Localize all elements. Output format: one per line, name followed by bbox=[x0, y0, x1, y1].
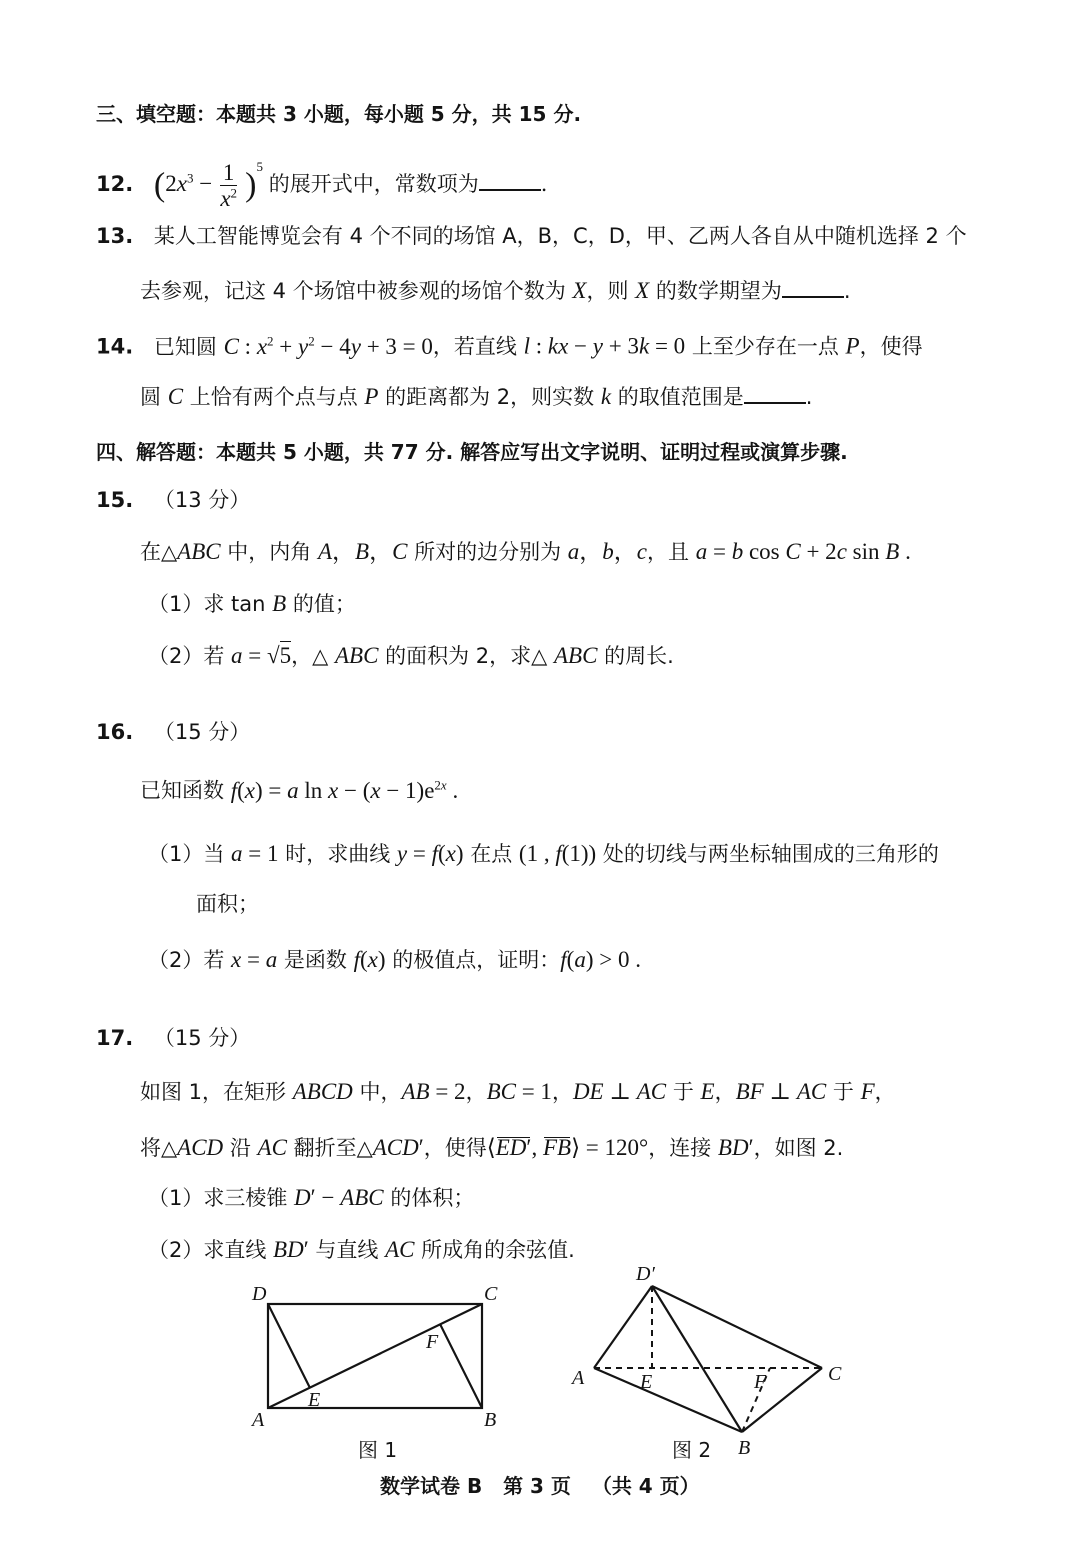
label-d-prime: D′ bbox=[636, 1263, 655, 1285]
section-4-heading: 四、解答题：本题共 5 小题，共 77 分. 解答应写出文字说明、证明过程或演算步骤. bbox=[96, 440, 848, 464]
label-e: E bbox=[308, 1389, 321, 1411]
question-number: 12. bbox=[96, 172, 134, 197]
question-number: 13. bbox=[96, 224, 134, 248]
figure-2-caption: 图 2 bbox=[672, 1438, 712, 1462]
label-a: A bbox=[252, 1409, 265, 1431]
question-12: 12. ($2x^3$ − $\frac{1}{x^2}$ )$^5$ 的展开式中，常数项为 . bbox=[96, 159, 548, 212]
question-16-part-2: （2）若 x = a 是函数 f(x) 的极值点，证明：f(a) > 0 . bbox=[148, 947, 641, 972]
question-16-stem: 已知函数 f(x) = a $\ln x - (x - 1)e^{2x}$ . bbox=[140, 777, 459, 803]
question-text: 某人工智能博览会有 4 个不同的场馆 A，B，C，D，甲、乙两人各自从中随机选择 2 个 bbox=[153, 224, 967, 248]
answer-blank bbox=[782, 278, 844, 298]
segment-de bbox=[268, 1304, 310, 1388]
question-13-line-1 bbox=[96, 226, 967, 247]
question-16-part-1: （1）当 a = 1 时，求曲线 y = f(x) 在点 (1 , f(1)) 处的切线与两坐标轴围成的三角形的 bbox=[148, 841, 939, 866]
segment-bf bbox=[440, 1324, 482, 1408]
question-15-part-2: （2）若 a = √5，△ ABC 的面积为 2，求△ ABC 的周长. bbox=[148, 643, 674, 668]
answer-blank bbox=[479, 171, 541, 191]
answer-blank bbox=[744, 384, 806, 404]
question-15-header: 15. （13 分） bbox=[96, 488, 251, 512]
question-17-part-2: （2）求直线 BD′ 与直线 AC 所成角的余弦值. bbox=[148, 1237, 575, 1262]
label-b: B bbox=[484, 1409, 497, 1431]
question-17-line-2: 将△ACD 沿 AC 翻折至△ACD′，使得⟨ED′, FB⟩ = 120°，连接 BD′，如图 2. bbox=[140, 1135, 844, 1160]
question-15-part-1: （1）求 tan B 的值； bbox=[148, 591, 356, 616]
figure-1-rectangle bbox=[240, 1276, 520, 1436]
page-footer: 数学试卷 B 第 3 页 （共 4 页） bbox=[380, 1474, 700, 1498]
question-17-header: 17. （15 分） bbox=[96, 1026, 251, 1050]
question-number: 14. bbox=[96, 334, 134, 359]
question-17-line-1: 如图 1，在矩形 ABCD 中，AB = 2，BC = 1，DE ⊥ AC 于 E，BF ⊥ AC 于 F， bbox=[140, 1079, 896, 1104]
section-3-heading: 三、填空题：本题共 3 小题，每小题 5 分，共 15 分. bbox=[96, 102, 582, 126]
figure-2-pyramid bbox=[566, 1258, 856, 1462]
question-16-header: 16. （15 分） bbox=[96, 720, 251, 744]
label-f: F bbox=[754, 1371, 767, 1393]
question-16-part-1-cont: 面积； bbox=[196, 892, 259, 916]
question-15-stem: 在△ABC 中，内角 A，B，C 所对的边分别为 a，b，c，且 a = b cos C + 2c sin B . bbox=[140, 539, 911, 564]
question-17-part-1: （1）求三棱锥 D′ − ABC 的体积； bbox=[148, 1185, 475, 1210]
label-e: E bbox=[640, 1371, 653, 1393]
question-13-line-2: 去参观，记这 4 个场馆中被参观的场馆个数为 X，则 X 的数学期望为 . bbox=[140, 278, 851, 303]
label-c: C bbox=[828, 1363, 842, 1385]
label-a: A bbox=[572, 1367, 585, 1389]
diagonal-ac bbox=[268, 1304, 482, 1408]
question-text: 的展开式中，常数项为 bbox=[268, 172, 479, 197]
label-f: F bbox=[426, 1331, 439, 1353]
question-14-line-2: 圆 C 上恰有两个点与点 P 的距离都为 2，则实数 k 的取值范围是 . bbox=[140, 384, 813, 409]
label-c: C bbox=[484, 1283, 498, 1305]
question-14-line-1: 14. 已知圆 C : $x^2 + y^2 - 4y + 3 = 0$，若直线 l : kx − y + 3k = 0 上至少存在一点 P，使得 bbox=[96, 333, 923, 359]
figure-1-caption: 图 1 bbox=[358, 1438, 398, 1462]
label-b: B bbox=[738, 1437, 751, 1458]
label-d: D bbox=[252, 1283, 267, 1305]
